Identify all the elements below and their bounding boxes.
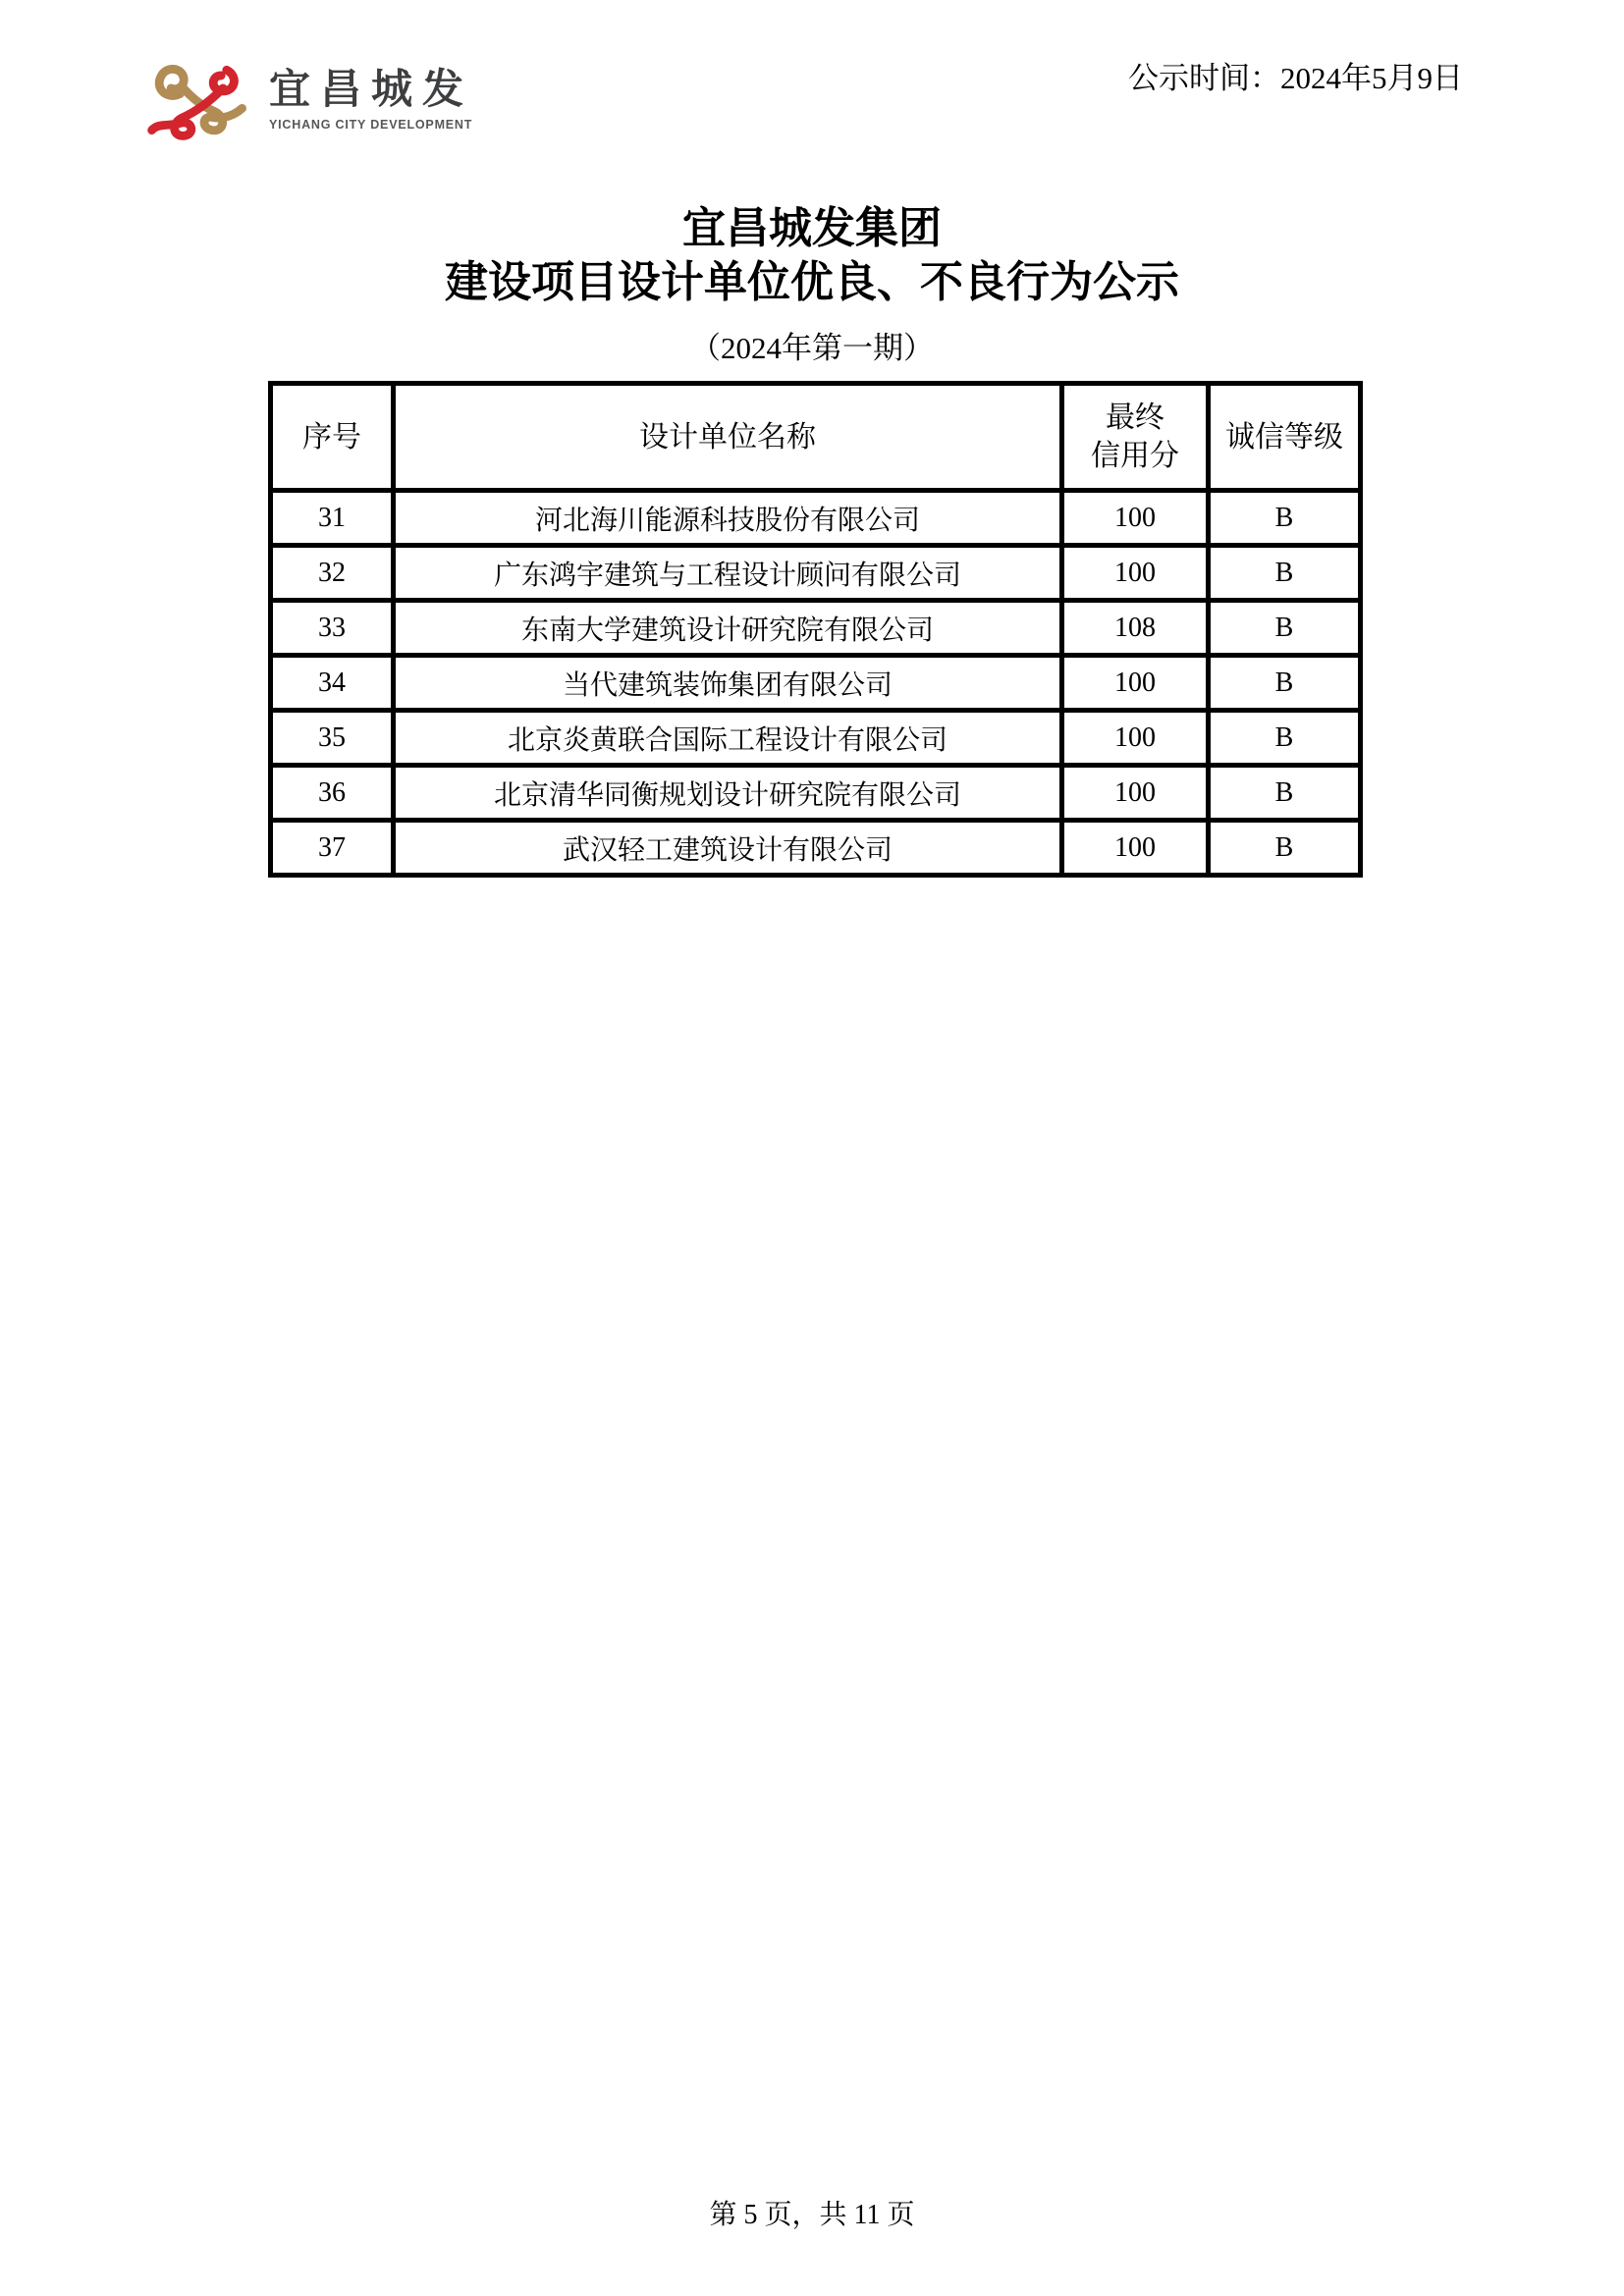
cell-no: 32 bbox=[271, 546, 394, 601]
doc-title-line2: 建设项目设计单位优良、不良行为公示 bbox=[445, 257, 1179, 306]
title-block bbox=[0, 202, 1624, 367]
cell-score: 100 bbox=[1062, 711, 1209, 766]
logo-text bbox=[269, 67, 474, 132]
cell-name: 东南大学建筑设计研究院有限公司 bbox=[394, 601, 1062, 656]
cell-no: 34 bbox=[271, 656, 394, 711]
cell-grade: B bbox=[1209, 766, 1361, 821]
doc-subtitle: （2024年第一期） bbox=[690, 331, 934, 366]
cell-name: 当代建筑装饰集团有限公司 bbox=[394, 656, 1062, 711]
cell-no: 37 bbox=[271, 821, 394, 876]
company-logo bbox=[147, 55, 473, 145]
doc-title-line1: 宜昌城发集团 bbox=[682, 204, 942, 252]
cell-grade: B bbox=[1209, 821, 1361, 876]
cell-name: 北京炎黄联合国际工程设计有限公司 bbox=[394, 711, 1062, 766]
table-row bbox=[271, 491, 1361, 546]
publish-date: 公示时间：2024年5月9日 bbox=[1128, 61, 1463, 95]
col-header-score-line2: 信用分 bbox=[1091, 440, 1179, 472]
logo-cn-text: 宜昌城发 bbox=[269, 67, 474, 113]
cell-name: 武汉轻工建筑设计有限公司 bbox=[394, 821, 1062, 876]
cell-no: 31 bbox=[271, 491, 394, 546]
cell-name: 北京清华同衡规划设计研究院有限公司 bbox=[394, 766, 1062, 821]
cell-name: 广东鸿宇建筑与工程设计顾问有限公司 bbox=[394, 546, 1062, 601]
table-row bbox=[271, 766, 1361, 821]
cell-score: 100 bbox=[1062, 766, 1209, 821]
table-header bbox=[271, 384, 1361, 491]
table-body bbox=[271, 491, 1361, 876]
cell-no: 36 bbox=[271, 766, 394, 821]
col-header-score-line1: 最终 bbox=[1106, 401, 1164, 434]
logo-en-text: YICHANG CITY DEVELOPMENT bbox=[269, 117, 473, 132]
cell-grade: B bbox=[1209, 546, 1361, 601]
cell-grade: B bbox=[1209, 711, 1361, 766]
cell-score: 100 bbox=[1062, 821, 1209, 876]
credit-rating-table bbox=[268, 381, 1363, 878]
cell-name: 河北海川能源科技股份有限公司 bbox=[394, 491, 1062, 546]
page-number: 第 5 页，共 11 页 bbox=[709, 2200, 915, 2230]
cell-grade: B bbox=[1209, 491, 1361, 546]
table-row bbox=[271, 711, 1361, 766]
cell-score: 100 bbox=[1062, 546, 1209, 601]
col-header-no: 序号 bbox=[271, 384, 394, 491]
table-row bbox=[271, 546, 1361, 601]
table-row bbox=[271, 656, 1361, 711]
cell-no: 33 bbox=[271, 601, 394, 656]
cell-grade: B bbox=[1209, 601, 1361, 656]
table-row bbox=[271, 821, 1361, 876]
table-row bbox=[271, 601, 1361, 656]
cell-no: 35 bbox=[271, 711, 394, 766]
col-header-grade: 诚信等级 bbox=[1209, 384, 1361, 491]
cell-score: 100 bbox=[1062, 491, 1209, 546]
cell-score: 108 bbox=[1062, 601, 1209, 656]
cell-score: 100 bbox=[1062, 656, 1209, 711]
header-row bbox=[271, 384, 1361, 491]
col-header-name: 设计单位名称 bbox=[394, 384, 1062, 491]
col-header-score bbox=[1062, 384, 1209, 491]
logo-knot-icon bbox=[147, 55, 249, 145]
cell-grade: B bbox=[1209, 656, 1361, 711]
